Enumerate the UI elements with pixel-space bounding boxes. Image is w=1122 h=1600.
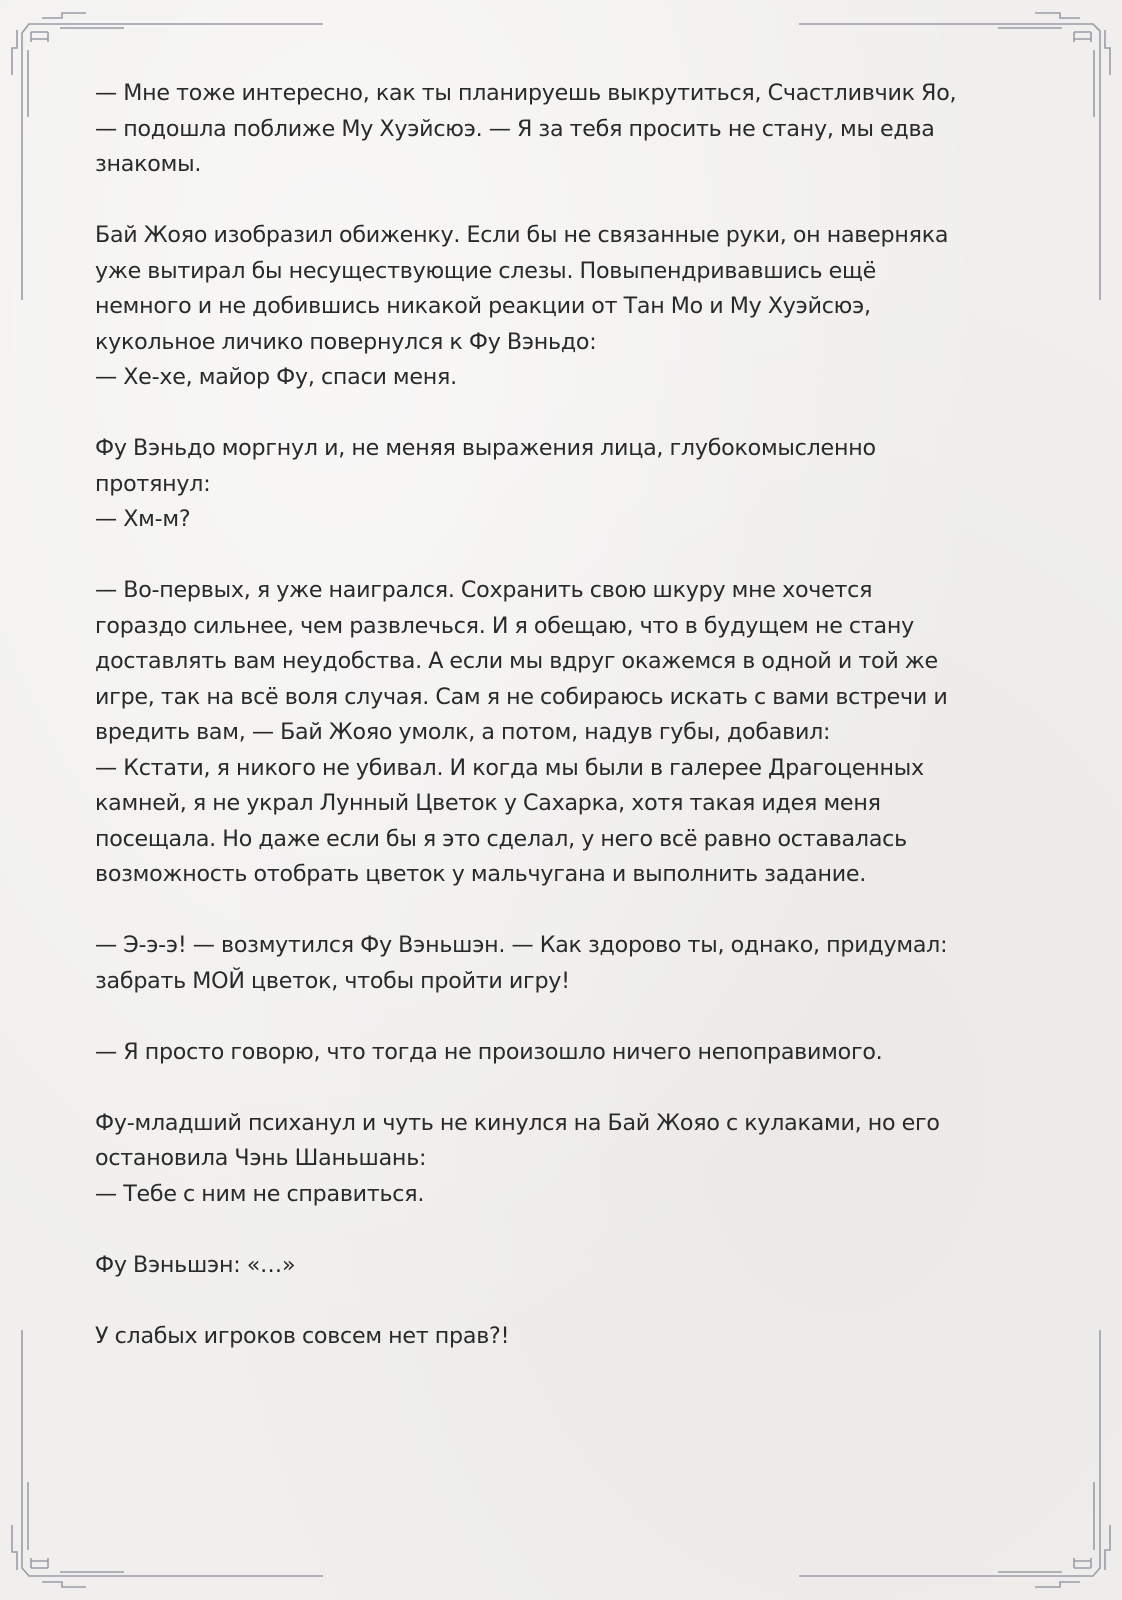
- text-line: возможность отобрать цветок у мальчугана и выполнить задание.: [95, 861, 867, 887]
- paragraph: [95, 1106, 1035, 1213]
- paragraph: [95, 1035, 1035, 1071]
- paragraph: [95, 1319, 1035, 1355]
- text-line: вредить вам, — Бай Жояо умолк, а потом, надув губы, добавил:: [95, 719, 831, 745]
- paragraph: [95, 573, 1035, 893]
- text-line: посещала. Но даже если бы я это сделал, у него всё равно оставалась: [95, 825, 907, 852]
- text-line: У слабых игроков совсем нет прав?!: [95, 1322, 510, 1349]
- text-line: протянул:: [95, 470, 211, 497]
- text-line: уже вытирал бы несуществующие слезы. Повыпендривавшись ещё: [95, 257, 877, 284]
- text-line: Бай Жояо изобразил обиженку. Если бы не связанные руки, он наверняка: [95, 222, 949, 248]
- text-line: — Кстати, я никого не убивал. И когда мы были в галерее Драгоценных: [95, 754, 924, 781]
- text-line: доставлять вам неудобства. А если мы вдруг окажемся в одной и той же: [95, 648, 938, 674]
- paragraph: [95, 431, 1035, 538]
- text-line: — Хе-хе, майор Фу, спаси меня.: [95, 364, 457, 390]
- text-line: остановила Чэнь Шаньшань:: [95, 1145, 427, 1171]
- text-line: — Мне тоже интересно, как ты планируешь выкрутиться, Счастливчик Яо,: [95, 80, 957, 106]
- text-line: — Тебе с ним не справиться.: [95, 1180, 425, 1207]
- text-line: игре, так на всё воля случая. Сам я не собираюсь искать с вами встречи и: [95, 683, 948, 710]
- text-line: забрать МОЙ цветок, чтобы пройти игру!: [95, 967, 570, 994]
- text-line: немного и не добившись никакой реакции от Тан Мо и Му Хуэйсюэ,: [95, 293, 871, 319]
- text-line: камней, я не украл Лунный Цветок у Сахарка, хотя такая идея меня: [95, 790, 881, 816]
- text-line: кукольное личико повернулся к Фу Вэньдо:: [95, 328, 597, 355]
- document-body: [95, 76, 1035, 1390]
- text-line: гораздо сильнее, чем развлечься. И я обещаю, что в будущем не стану: [95, 612, 914, 639]
- text-line: — Я просто говорю, что тогда не произошло ничего непоправимого.: [95, 1038, 883, 1065]
- paragraph: [95, 76, 1035, 183]
- text-line: Фу-младший психанул и чуть не кинулся на Бай Жояо с кулаками, но его: [95, 1109, 940, 1136]
- text-line: — Хм-м?: [95, 506, 191, 532]
- paragraph: [95, 928, 1035, 999]
- text-line: — Э-э-э! — возмутился Фу Вэньшэн. — Как здорово ты, однако, придумал:: [95, 932, 948, 958]
- paragraph: [95, 1248, 1035, 1284]
- text-line: — Во-первых, я уже наигрался. Сохранить свою шкуру мне хочется: [95, 577, 873, 603]
- paragraph: [95, 218, 1035, 396]
- text-line: Фу Вэньдо моргнул и, не меняя выражения лица, глубокомысленно: [95, 435, 876, 461]
- text-line: Фу Вэньшэн: «…»: [95, 1251, 296, 1278]
- text-line: — подошла поближе Му Хуэйсюэ. — Я за тебя просить не стану, мы едва: [95, 115, 935, 142]
- text-line: знакомы.: [95, 151, 202, 177]
